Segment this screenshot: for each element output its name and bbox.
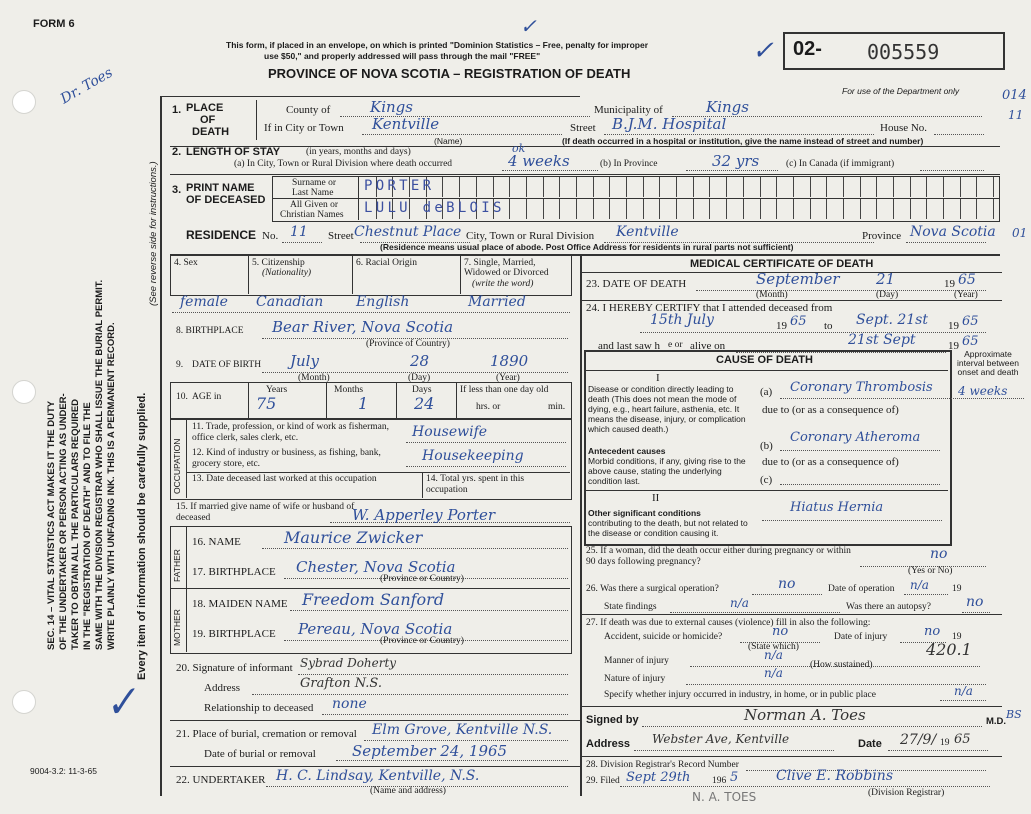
registrar-hint: (Division Registrar)	[868, 788, 945, 798]
marital-label: 7. Single, Married, Widowed or Divorced	[464, 258, 549, 278]
citizenship-label: 5. Citizenship	[252, 258, 305, 268]
bottom-stamp: N. A. TOES	[692, 790, 757, 804]
cause-a[interactable]: Coronary Thrombosis	[790, 380, 933, 395]
name-hint: (Name)	[434, 136, 463, 146]
punch-hole-top	[12, 90, 36, 114]
death-year-prefix: 19	[944, 278, 955, 290]
cause-b[interactable]: Coronary Atheroma	[790, 430, 921, 445]
op-date[interactable]: n/a	[910, 578, 929, 592]
due-to-label-1: due to (or as a consequence of)	[762, 404, 899, 416]
relationship-label: Relationship to deceased	[204, 702, 314, 714]
md-label: M.D.	[986, 716, 1007, 727]
other-desc: contributing to the death, but not related to the disease or condition causing it.	[588, 518, 748, 538]
dob-month[interactable]: July	[290, 352, 319, 370]
place-label-3: DEATH	[192, 126, 230, 138]
occupation-q12: 12. Kind of industry or business, as fishing, bank, grocery store, etc.	[192, 448, 381, 469]
form-title: PROVINCE OF NOVA SCOTIA – REGISTRATION OF DEATH	[268, 66, 631, 81]
citizenship-value[interactable]: Canadian	[256, 294, 324, 310]
death-month[interactable]: September	[756, 270, 840, 288]
attended-from[interactable]: 15th July	[650, 312, 714, 328]
hospital-hint: (If death occurred in a hospital or institution, give the name instead of street and number)	[562, 136, 924, 146]
code-11: 11	[1008, 108, 1024, 122]
external-causes-label: 27. If death was due to external causes (violence) fill in also the following:	[586, 618, 871, 628]
filed-yr-pre: 196	[712, 776, 727, 786]
autopsy-value[interactable]: no	[966, 594, 984, 610]
place-num: 1.	[172, 104, 182, 116]
birthplace-label: 8. BIRTHPLACE	[176, 326, 244, 336]
cause-b-prefix: (b)	[760, 440, 773, 452]
sex-value[interactable]: female	[180, 294, 228, 310]
date-label: Date	[858, 738, 882, 750]
sec14-notice-3: TAKER TO OBTAIN ALL THE PARTICULARS REQUIRED	[70, 398, 81, 650]
filed-label: 29. Filed	[586, 776, 620, 786]
residence-city[interactable]: Kentville	[616, 224, 679, 240]
mailing-notice-2: use $50," and properly addressed will pass through the mail "FREE"	[264, 51, 541, 61]
dob-label: DATE OF BIRTH	[192, 360, 262, 370]
surname-label-2: Last Name	[292, 188, 334, 198]
address-label: Address	[586, 738, 631, 750]
interval-label: Approximate interval between onset and death	[957, 349, 1019, 377]
other-value[interactable]: Hiatus Hernia	[790, 500, 884, 515]
age-months[interactable]: 1	[358, 394, 369, 413]
bs-mark: BS	[1006, 708, 1022, 721]
age-months-label: Months	[334, 385, 364, 395]
registration-prefix: 02-	[793, 38, 822, 60]
age-days-label: Days	[412, 385, 432, 395]
municipality-value[interactable]: Kings	[706, 98, 749, 116]
registrar-signature[interactable]: Clive E. Robbins	[776, 768, 894, 784]
name-label-1: PRINT NAME	[186, 182, 255, 194]
racial-value[interactable]: English	[356, 294, 410, 310]
last-year[interactable]: 65	[962, 334, 979, 349]
direct-cause-desc: Disease or condition directly leading to death (This does not mean the mode of dying, e.g., heart failure, asthenia, etc. It means the disease, injury, or complication which caused death.)	[588, 384, 746, 434]
citizenship-hint: (Nationality)	[262, 268, 312, 278]
check-mark-reg: ✓	[752, 36, 774, 66]
pregnancy-label: 25. If a woman, did the death occur either during pregnancy or within 90 days following pregnancy?	[586, 546, 851, 567]
age-hrs-label: hrs. or	[476, 402, 501, 412]
sec14-notice-2: OF THE UNDERTAKER OR PERSON ACTING AS UNDER-	[58, 393, 69, 650]
manner-label: Manner of injury	[604, 656, 669, 666]
given-value[interactable]: LULU deBLOIS	[364, 200, 505, 216]
death-day-hint: (Day)	[876, 290, 899, 300]
father-birthplace-label: 17. BIRTHPLACE	[192, 566, 276, 578]
undertaker-value[interactable]: H. C. Lindsay, Kentville, N.S.	[276, 768, 480, 784]
code-01: 01	[1012, 226, 1028, 240]
marital-hint: (write the word)	[472, 279, 534, 289]
occupation-q14: 14. Total yrs. spent in this occupation	[426, 474, 525, 495]
burial-place-label: 21. Place of burial, cremation or removal	[176, 728, 357, 740]
age-years[interactable]: 75	[256, 394, 277, 413]
residence-city-label: City, Town or Rural Division	[466, 230, 595, 242]
part-two: II	[652, 492, 660, 504]
antecedent-desc: Morbid conditions, if any, giving rise to the above cause, stating the underlying condition last.	[588, 456, 746, 486]
surgery-label: 26. Was there a surgical operation?	[586, 584, 719, 594]
interval-a[interactable]: 4 weeks	[958, 384, 1008, 398]
death-day[interactable]: 21	[876, 270, 896, 288]
residence-province[interactable]: Nova Scotia	[910, 224, 996, 240]
surgery-value[interactable]: no	[778, 576, 796, 592]
signed-by[interactable]: Norman A. Toes	[744, 706, 866, 724]
state-findings[interactable]: n/a	[730, 596, 749, 610]
pregnancy-value[interactable]: no	[930, 546, 948, 562]
mailing-notice-1: This form, if placed in an envelope, on which is printed "Dominion Statistics – Free, penalty for improper	[226, 40, 649, 50]
dob-year[interactable]: 1890	[490, 352, 529, 370]
manner-value[interactable]: n/a	[764, 648, 783, 662]
father-name-label: 16. NAME	[192, 536, 241, 548]
place-label-1: PLACE	[186, 102, 224, 114]
cause-a-prefix: (a)	[760, 386, 773, 398]
surname-label-1: Surname or	[292, 178, 337, 188]
occupation-q11: 11. Trade, profession, or kind of work as fisherman, office clerk, sales clerk, etc.	[192, 422, 390, 443]
medical-title: MEDICAL CERTIFICATE OF DEATH	[690, 258, 874, 270]
part-one: I	[656, 372, 660, 384]
form-label: FORM 6	[33, 18, 75, 30]
registration-number-box	[783, 32, 1005, 70]
antecedent-label: Antecedent causes	[588, 446, 666, 456]
undertaker-hint: (Name and address)	[370, 786, 446, 796]
signed-year[interactable]: 65	[954, 732, 971, 747]
occupation-a11[interactable]: Housewife	[412, 424, 488, 440]
age-num: 10.	[176, 392, 188, 402]
injury-date-label: Date of injury	[834, 632, 888, 642]
mother-maiden[interactable]: Freedom Sanford	[302, 590, 445, 609]
code-014: 014	[1002, 88, 1027, 103]
att-to-label: to	[824, 320, 833, 332]
doctor-address[interactable]: Webster Ave, Kentville	[652, 732, 790, 746]
due-to-label-2: due to (or as a consequence of)	[762, 456, 899, 468]
city-value[interactable]: Kentville	[372, 115, 440, 133]
death-date-label: 23. DATE OF DEATH	[586, 278, 687, 290]
age-label: AGE in	[192, 392, 222, 402]
stay-a-label: (a) In City, Town or Rural Division where death occurred	[234, 159, 453, 169]
age-years-label: Years	[266, 385, 288, 395]
check-mark-left: ✓	[100, 677, 142, 729]
stay-hint: (in years, months and days)	[306, 147, 411, 157]
name-num: 3.	[172, 184, 182, 196]
stay-c-label: (c) In Canada (if immigrant)	[786, 159, 895, 169]
burial-date[interactable]: September 24, 1965	[352, 742, 508, 760]
father-side-label: FATHER	[172, 549, 182, 582]
mother-birthplace[interactable]: Pereau, Nova Scotia	[298, 620, 453, 638]
filed-year[interactable]: 5	[730, 770, 739, 785]
stay-b-label: (b) In Province	[600, 159, 658, 169]
death-month-hint: (Month)	[756, 290, 788, 300]
residence-street[interactable]: Chestnut Place	[354, 224, 462, 240]
mother-birthplace-label: 19. BIRTHPLACE	[192, 628, 276, 640]
filed-date[interactable]: Sept 29th	[626, 770, 691, 785]
occupation-side-label: OCCUPATION	[172, 438, 182, 494]
mother-prov-hint: (Province or Country)	[380, 636, 464, 646]
attended-to-year[interactable]: 65	[962, 314, 979, 329]
form-code: 9004-3.2: 11-3-65	[30, 766, 97, 776]
record-number-label: 28. Division Registrar's Record Number	[586, 760, 739, 770]
registration-number: 005559	[867, 40, 940, 64]
injury-year-prefix: 19	[952, 632, 962, 642]
stay-ok: ok	[512, 142, 526, 155]
dob-day[interactable]: 28	[410, 352, 430, 370]
signed-by-label: Signed by	[586, 714, 639, 726]
specify-label: Specify whether injury occurred in industry, in home, or in public place	[604, 690, 876, 700]
residence-label: RESIDENCE	[186, 228, 257, 242]
op-date-label: Date of operation	[828, 584, 895, 594]
sec14-notice-1: SEC. 14 – VITAL STATISTICS ACT MAKES IT THE DUTY	[46, 400, 57, 650]
informant-address-label: Address	[204, 682, 241, 694]
information-notice: Every item of information should be carefully supplied.	[136, 392, 148, 680]
residence-no[interactable]: 11	[290, 224, 308, 240]
informant-label: 20. Signature of informant	[176, 662, 293, 674]
informant-address[interactable]: Grafton N.S.	[300, 676, 382, 691]
informant-signature[interactable]: Sybrad Doherty	[300, 656, 397, 670]
birthplace-hint: (Province of Country)	[366, 339, 450, 349]
burial-place[interactable]: Elm Grove, Kentville N.S.	[372, 722, 553, 738]
certify-label: 24. I HEREBY CERTIFY that I attended deceased from	[586, 302, 833, 314]
reverse-instructions: (See reverse side for instructions.)	[148, 161, 159, 306]
surname-value[interactable]: PORTER	[364, 178, 435, 194]
house-label: House No.	[880, 122, 928, 134]
nature-label: Nature of injury	[604, 674, 666, 684]
op-year-prefix: 19	[952, 584, 962, 594]
marital-value[interactable]: Married	[468, 294, 526, 310]
residence-no-label: No.	[262, 230, 279, 242]
margin-note-doctor: Dr. Toes	[57, 64, 116, 108]
residence-street-label: Street	[328, 230, 354, 242]
given-label-2: Christian Names	[280, 210, 344, 220]
stay-a-value[interactable]: 4 weeks	[508, 152, 570, 170]
municipality-label: Municipality of	[594, 104, 663, 116]
sex-label: 4. Sex	[174, 258, 198, 268]
spouse-label: 15. If married give name of wife or husband of deceased	[176, 502, 355, 523]
attended-to[interactable]: Sept. 21st	[856, 312, 928, 328]
occupation-q13: 13. Date deceased last worked at this occupation	[192, 474, 377, 484]
alive-on-label: alive on	[690, 340, 726, 352]
att-yr-pre-1: 19	[776, 320, 787, 332]
surname-grid	[360, 177, 1000, 197]
other-label: Other significant conditions	[588, 508, 701, 518]
last-yr-pre: 19	[948, 340, 959, 352]
county-label: County of	[286, 104, 331, 116]
cause-title: CAUSE OF DEATH	[716, 354, 813, 366]
state-findings-label: State findings	[604, 602, 657, 612]
name-label-2: OF DECEASED	[186, 194, 266, 206]
age-lessday-label: If less than one day old	[460, 385, 549, 395]
punch-hole-bottom	[12, 690, 36, 714]
place-label-2: OF	[200, 114, 216, 126]
injury-date[interactable]: no	[924, 624, 941, 639]
mother-maiden-label: 18. MAIDEN NAME	[192, 598, 288, 610]
sec14-notice-6: WRITE PLAINLY WITH UNFADING INK. THIS IS A PERMANENT RECORD.	[106, 322, 117, 650]
state-which-hint: (State which)	[748, 642, 799, 652]
death-year-hint: (Year)	[954, 290, 978, 300]
punch-hole-middle	[12, 380, 36, 404]
check-mark-top: ✓	[520, 14, 537, 38]
dob-num: 9.	[176, 360, 184, 370]
stay-b-value[interactable]: 32 yrs	[712, 152, 760, 170]
how-hint: (How sustained)	[810, 660, 873, 670]
autopsy-label: Was there an autopsy?	[846, 602, 931, 612]
father-name[interactable]: Maurice Zwicker	[284, 528, 423, 547]
relationship-value[interactable]: none	[332, 696, 367, 712]
city-label: If in City or Town	[264, 122, 344, 134]
att-yr-pre-2: 19	[948, 320, 959, 332]
given-label-1: All Given or	[290, 200, 339, 210]
nature-value[interactable]: n/a	[764, 666, 783, 680]
attended-from-year[interactable]: 65	[790, 314, 807, 329]
age-min-label: min.	[548, 402, 566, 412]
birthplace-value[interactable]: Bear River, Nova Scotia	[272, 318, 454, 336]
stay-num: 2.	[172, 146, 182, 158]
county-value[interactable]: Kings	[370, 98, 413, 116]
dob-month-hint: (Month)	[298, 373, 330, 383]
last-saw-label: and last saw h	[598, 340, 661, 352]
father-prov-hint: (Province or Country)	[380, 574, 464, 584]
street-label: Street	[570, 122, 596, 134]
specify-value[interactable]: n/a	[954, 684, 973, 698]
cause-c-prefix: (c)	[760, 474, 773, 486]
accident-value[interactable]: no	[772, 624, 789, 639]
accident-label: Accident, suicide or homicide?	[604, 632, 723, 642]
last-saw-hint: e or	[668, 340, 683, 350]
occupation-a12[interactable]: Housekeeping	[422, 448, 524, 464]
last-saw-date[interactable]: 21st Sept	[848, 332, 916, 348]
signed-date[interactable]: 27/9/	[900, 732, 937, 748]
dob-year-hint: (Year)	[496, 373, 520, 383]
residence-hint: (Residence means usual place of abode. Post Office Address for residents in rural parts not sufficient)	[380, 242, 794, 252]
spouse-value[interactable]: W. Apperley Porter	[352, 506, 496, 524]
dob-day-hint: (Day)	[408, 373, 431, 383]
burial-date-label: Date of burial or removal	[204, 748, 316, 760]
code-420: 420.1	[926, 640, 972, 659]
signed-yr-pre: 19	[940, 738, 950, 748]
age-days[interactable]: 24	[414, 394, 435, 413]
department-use-label: For use of the Department only	[842, 86, 960, 96]
father-birthplace[interactable]: Chester, Nova Scotia	[296, 558, 456, 576]
sec14-notice-4: IN THE "REGISTRATION OF DEATH" AND TO FILE THE	[82, 402, 93, 650]
sec14-notice-5: SAME WITH THE DIVISION REGISTRAR WHO SHALL ISSUE THE BURIAL PERMIT.	[94, 279, 105, 650]
street-value[interactable]: B.J.M. Hospital	[612, 115, 727, 133]
stay-label: LENGTH OF STAY	[186, 146, 281, 158]
death-year[interactable]: 65	[958, 272, 976, 288]
racial-label: 6. Racial Origin	[356, 258, 417, 268]
mother-side-label: MOTHER	[172, 609, 182, 646]
pregnancy-hint: (Yes or No)	[908, 566, 953, 576]
undertaker-label: 22. UNDERTAKER	[176, 774, 266, 786]
residence-province-label: Province	[862, 230, 902, 242]
